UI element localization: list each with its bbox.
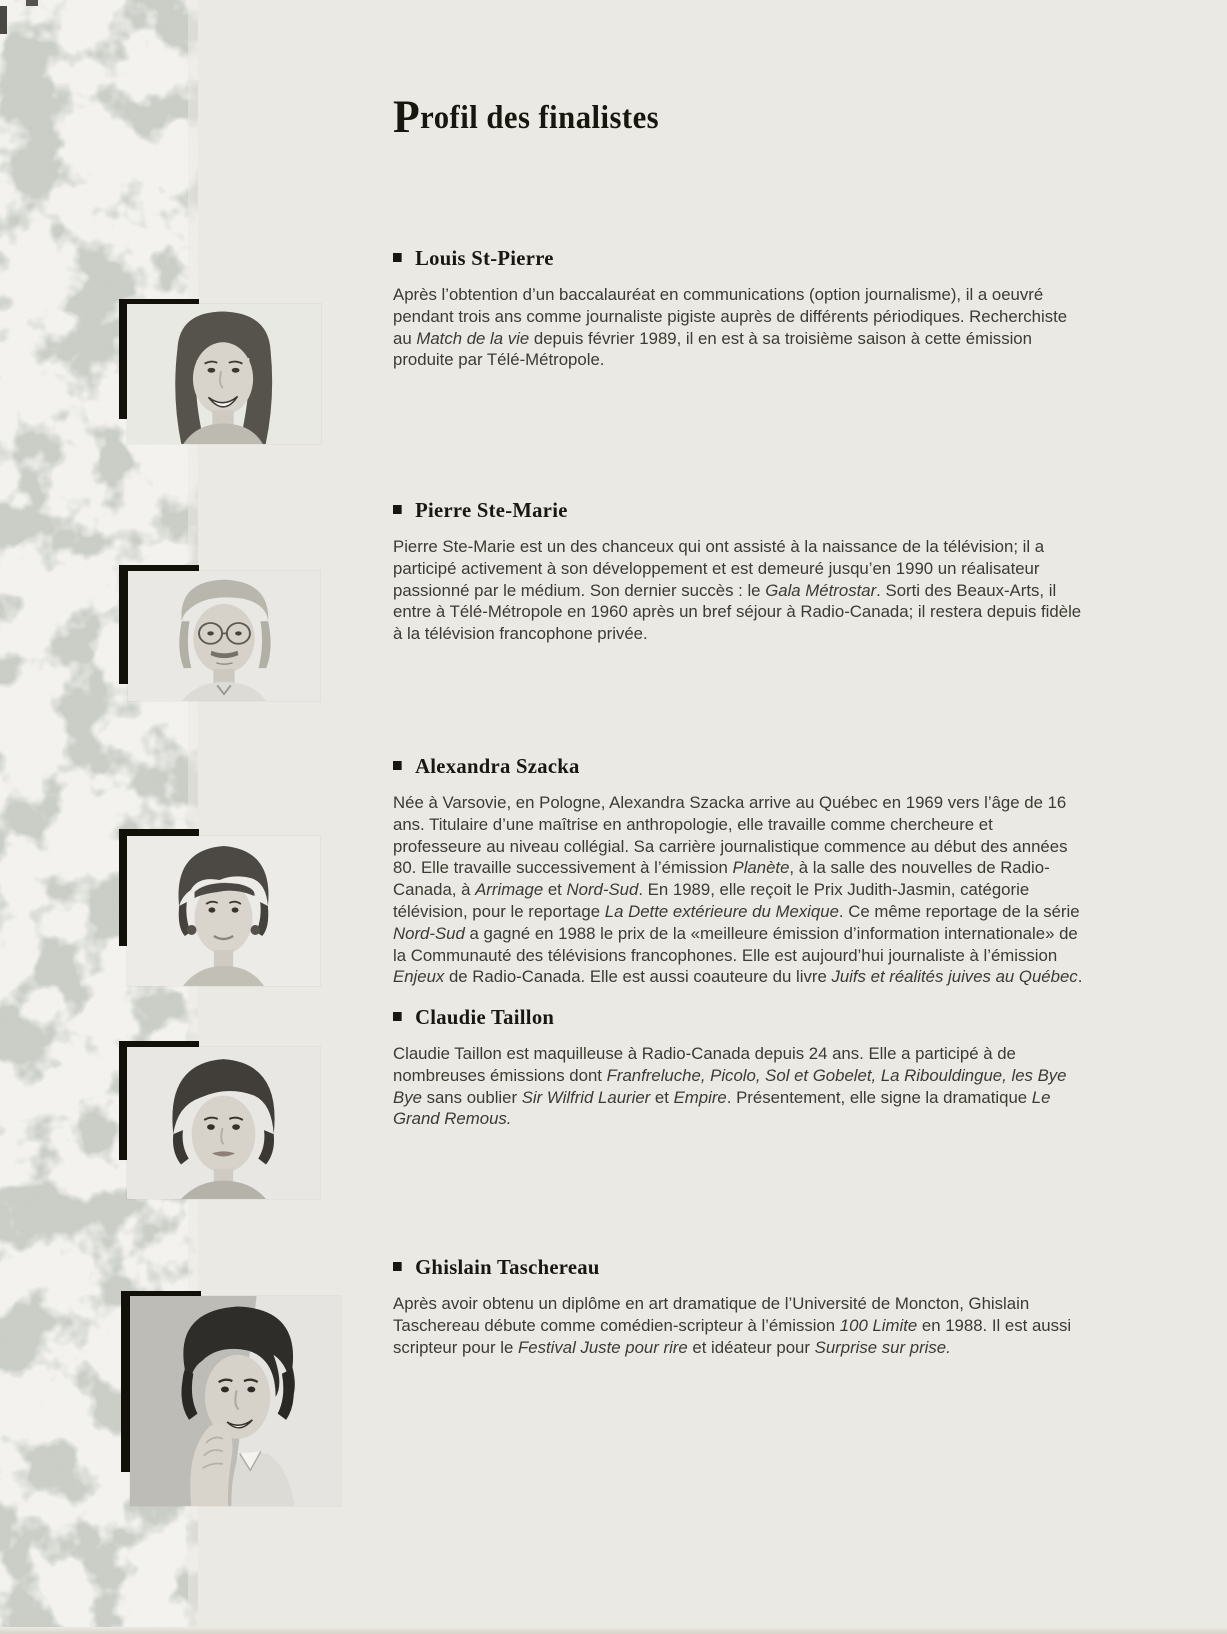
photo-ghislain-taschereau: [130, 1296, 341, 1506]
bullet-square-icon: [393, 761, 402, 770]
profile-name: Louis St-Pierre: [393, 246, 1057, 271]
photo-louis-st-pierre: [127, 304, 321, 444]
photo-alexandra-szacka: [127, 836, 320, 986]
profile-pierre-ste-marie: [393, 498, 1085, 645]
profile-louis-st-pierre: [393, 246, 1085, 371]
page-title: [393, 91, 660, 143]
profile-bio: Née à Varsovie, en Pologne, Alexandra Szacka arrive au Québec en 1969 vers l’âge de 16 ans. Titulaire d’une maîtrise en anthropologie, elle travaille comme chercheure et professeure au niveau collégial. Sa carrière journalistique commence au début des années 80. Elle travaille successivement à l’émission Planète, à la salle des nouvelles de Radio-Canada, à Arrimage et Nord-Sud. En 1989, elle reçoit le Prix Judith-Jasmin, catégorie télévision, pour le reportage La Dette extérieure du Mexique. Ce même reportage de la série Nord-Sud a gagné en 1988 le prix de la «meilleure émission d’information internationale» de la Communauté des télévisions francophones. Elle est aujourd’hui journaliste à l’émission Enjeux de Radio-Canada. Elle est aussi coauteure du livre Juifs et réalités juives au Québec.: [393, 793, 1083, 987]
bullet-square-icon: [393, 1012, 402, 1021]
title-rest: rofil des finalistes: [420, 100, 660, 136]
title-dropcap: P: [393, 91, 421, 143]
bullet-square-icon: [393, 1262, 402, 1271]
profile-bio: Claudie Taillon est maquilleuse à Radio-Canada depuis 24 ans. Elle a participé à de nombreuses émissions dont Franfreluche, Picolo, Sol et Gobelet, La Ribouldingue, les Bye Bye sans oublier Sir Wilfrid Laurier et Empire. Présentement, elle signe la dramatique Le Grand Remous.: [393, 1044, 1067, 1129]
profile-bio: Après avoir obtenu un diplôme en art dramatique de l’Université de Moncton, Ghislain Taschereau débute comme comédien-scripteur à l’émission 100 Limite en 1988. Il est aussi scripteur pour le Festival Juste pour rire et idéateur pour Surprise sur prise.: [393, 1294, 1072, 1357]
photo-pierre-ste-marie: [128, 571, 320, 701]
profile-claudie-taillon: [393, 1005, 1085, 1130]
bullet-square-icon: [393, 505, 402, 514]
profile-name: Pierre Ste-Marie: [393, 498, 1057, 523]
bullet-square-icon: [393, 253, 402, 262]
scan-speck: [0, 6, 7, 34]
profile-ghislain-taschereau: [393, 1255, 1085, 1358]
profile-name: Ghislain Taschereau: [393, 1255, 1057, 1280]
profile-bio: Pierre Ste-Marie est un des chanceux qui ont assisté à la naissance de la télévision; il a participé activement à son développement et est demeuré jusqu’en 1990 un réalisateur passionné par le médium. Son dernier succès : le Gala Métrostar. Sorti des Beaux-Arts, il entre à Télé-Métropole en 1960 après un bref séjour à Radio-Canada; il restera depuis fidèle à la télévision francophone privée.: [393, 537, 1082, 644]
scan-bottom-edge: [0, 1627, 1227, 1634]
profile-bio: Après l’obtention d’un baccalauréat en communications (option journalisme), il a oeuvré pendant trois ans comme journaliste pigiste auprès de différents périodiques. Recherchiste au Match de la vie depuis février 1989, il en est à sa troisième saison à cette émission produite par Télé-Métropole.: [393, 285, 1068, 370]
scan-speck: [26, 0, 38, 6]
photo-claudie-taillon: [127, 1047, 320, 1199]
profile-alexandra-szacka: [393, 754, 1085, 988]
profile-name: Claudie Taillon: [393, 1005, 1057, 1030]
profile-name: Alexandra Szacka: [393, 754, 1057, 779]
